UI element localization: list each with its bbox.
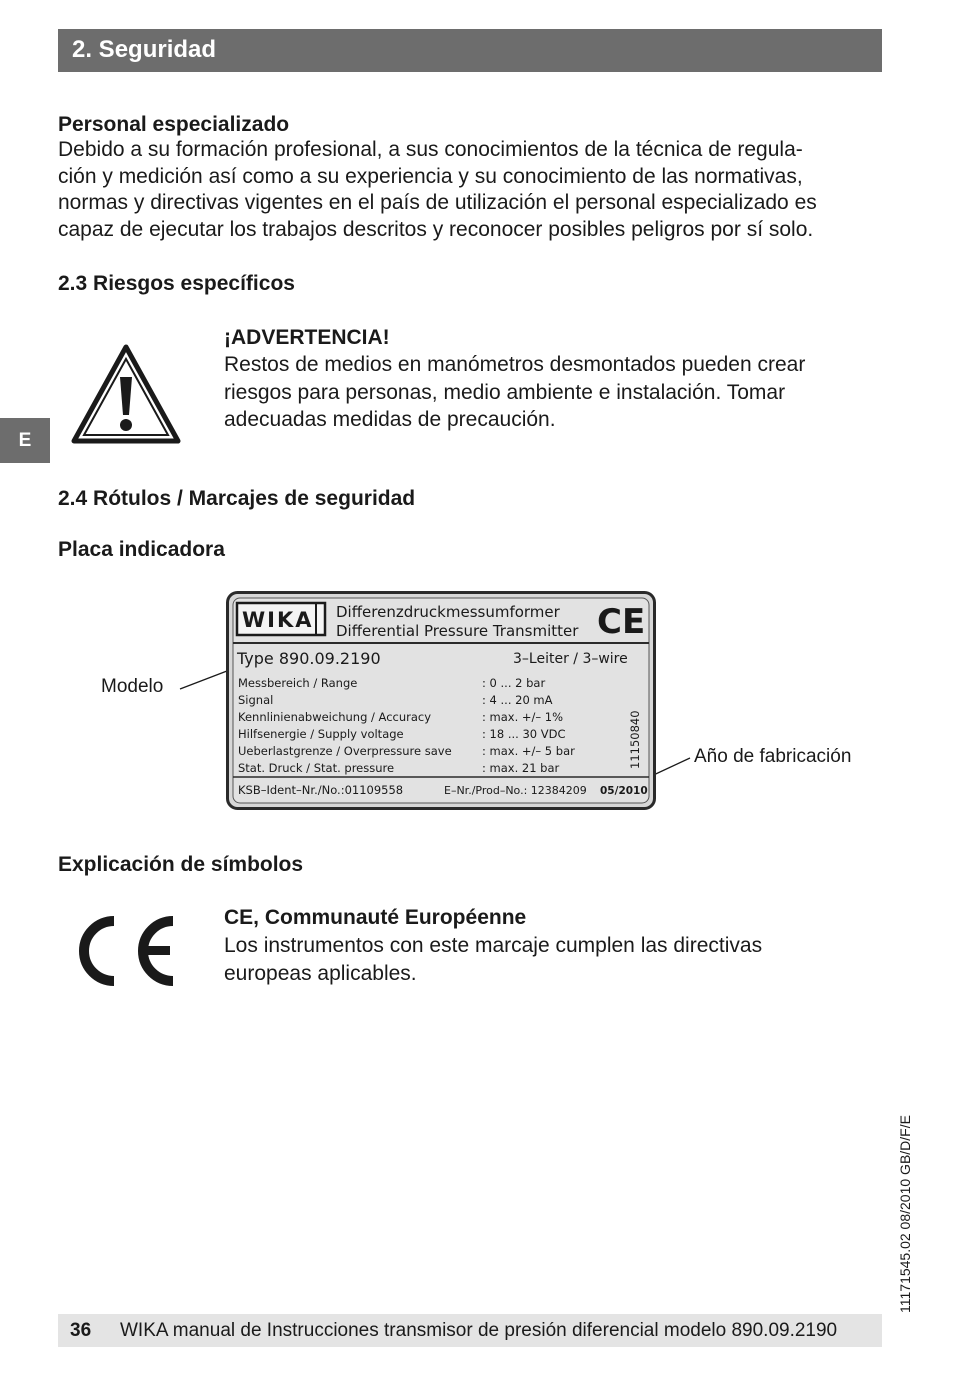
plate-row-value: : 18 ... 30 VDC [482,727,566,741]
year-callout-label: Año de fabricación [694,746,852,767]
plate-type-line: Type 890.09.2190 [237,649,381,668]
model-callout-label: Modelo [101,676,164,697]
plate-heading: Placa indicadora [58,538,225,561]
plate-row-value: : max. +/– 1% [482,710,564,724]
personal-line: ción y medición así como a su experiencia y su conocimiento de las normativas, [58,164,803,188]
plate-row-label: Signal [238,693,274,707]
personal-line: capaz de ejecutar los trabajos descritos y reconocer posibles peligros por sí solo. [58,217,814,241]
footer-bar [58,1314,882,1347]
footer-title: WIKA manual de Instrucciones transmisor de presión diferencial modelo 890.09.2190 [120,1320,838,1341]
plate-row-value: : 0 ... 2 bar [482,676,546,690]
plate-row-value: : max. 21 bar [482,761,560,775]
plate-row-label: Messbereich / Range [238,676,358,690]
page-number: 36 [70,1320,92,1341]
plate-serial-vertical: 11150840 [628,710,642,769]
ce-line: Los instrumentos con este marcaje cumplen las directivas [224,934,763,957]
personal-line: normas y directivas vigentes en el país de utilización el personal especializado es [58,191,817,214]
plate-row-label: Hilfsenergie / Supply voltage [238,727,404,741]
document-code-vertical: 11171545.02 08/2010 GB/D/F/E [897,1115,913,1313]
plate-ksb-line: KSB–Ident–Nr./No.:01109558 [238,783,404,797]
plate-prod-line: E–Nr./Prod–No.: 12384209 [444,784,587,797]
plate-wire-line: 3–Leiter / 3–wire [513,651,628,667]
section-23-heading: 2.3 Riesgos específicos [58,272,295,295]
ce-paragraph [224,932,884,988]
warning-line: riesgos para personas, medio ambiente e instalación. Tomar [224,380,786,404]
warning-line: adecuadas medidas de precaución. [224,408,556,431]
plate-row-label: Ueberlastgrenze / Overpressure save [238,744,452,758]
plate-ce-mark: CE [597,602,646,642]
plate-title-en: Differential Pressure Transmitter [336,622,579,640]
personal-heading: Personal especializado [58,113,290,136]
personal-line: Debido a su formación profesional, a sus conocimientos de la técnica de regula- [58,138,803,161]
section-24-heading: 2.4 Rótulos / Marcajes de seguridad [58,487,416,510]
plate-title-de: Differenzdruckmessumformer [336,603,560,621]
ce-mark-icon [76,913,180,989]
warning-heading: ¡ADVERTENCIA! [224,326,390,349]
plate-date: 05/2010 [600,785,648,797]
plate-row-label: Kennlinienabweichung / Accuracy [238,710,432,724]
plate-brand: WIKA [242,608,314,632]
section-title: 2. Seguridad [72,36,217,63]
symbols-heading: Explicación de símbolos [58,853,304,876]
ce-line: europeas aplicables. [224,962,417,985]
nameplate-image [226,591,656,810]
plate-row-value: : 4 ... 20 mA [482,693,553,707]
language-side-tab: E [0,418,50,463]
plate-row-value: : max. +/– 5 bar [482,744,575,758]
ce-heading: CE, Communauté Européenne [224,906,527,929]
warning-line: Restos de medios en manómetros desmontados pueden crear [224,353,806,376]
plate-row-label: Stat. Druck / Stat. pressure [238,761,395,775]
